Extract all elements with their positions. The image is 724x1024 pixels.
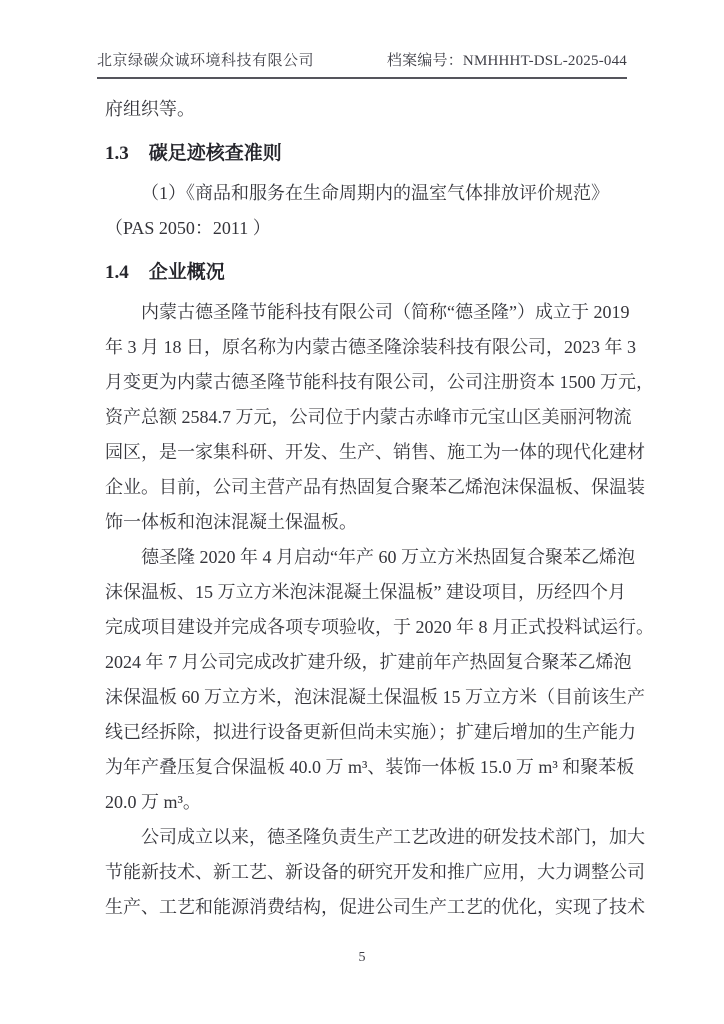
document-body (105, 92, 654, 925)
header-file-number (387, 49, 627, 70)
text-line: 企业。目前，公司主营产品有热固复合聚苯乙烯泡沫保温板、保温装 (105, 477, 645, 497)
text-line: 园区，是一家集科研、开发、生产、销售、施工为一体的现代化建材 (105, 442, 645, 462)
text-line: （1）《商品和服务在生命周期内的温室气体排放评价规范》 (141, 183, 609, 203)
text-line: 沫保温板、15 万立方米泡沫混凝土保温板” 建设项目，历经四个月 (105, 582, 626, 602)
page-number: 5 (358, 950, 366, 965)
text-line: 资产总额 2584.7 万元，公司位于内蒙古赤峰市元宝山区美丽河物流 (105, 407, 632, 427)
text-line: 2024 年 7 月公司完成改扩建升级，扩建前年产热固复合聚苯乙烯泡 (105, 652, 632, 672)
section-number: 1.4 (105, 262, 129, 283)
text-line: 公司成立以来，德圣隆负责生产工艺改进的研发技术部门，加大 (141, 827, 645, 847)
text-line: 月变更为内蒙古德圣隆节能科技有限公司，公司注册资本 1500 万元， (105, 372, 654, 392)
criteria-item-paragraph (105, 176, 630, 246)
header-company-name: 北京绿碳众诚环境科技有限公司 (97, 53, 315, 69)
text-line: 饰一体板和泡沫混凝土保温板。 (105, 512, 357, 532)
company-profile-paragraph (105, 295, 654, 540)
text-line: 年 3 月 18 日，原名称为内蒙古德圣隆涂装科技有限公司，2023 年 3 (105, 337, 636, 357)
file-number-label: 档案编号： (386, 53, 463, 69)
text-line: 沫保温板 60 万立方米，泡沫混凝土保温板 15 万立方米（目前该生产 (105, 687, 645, 707)
rd-paragraph (105, 820, 645, 925)
text-line: 线已经拆除，拟进行设备更新但尚未实施）；扩建后增加的生产能力 (105, 722, 636, 742)
section-title: 企业概况 (148, 262, 225, 283)
page-footer (0, 950, 724, 966)
text-line: （PAS 2050：2011 ） (105, 218, 271, 238)
text-line: 为年产叠压复合保温板 40.0 万 m³、装饰一体板 15.0 万 m³ 和聚苯板 (105, 757, 635, 777)
text-line: 20.0 万 m³。 (105, 792, 201, 812)
text-line: 生产、工艺和能源消费结构，促进公司生产工艺的优化，实现了技术 (105, 897, 645, 917)
text-line: 内蒙古德圣隆节能科技有限公司（简称“德圣隆”）成立于 2019 (141, 302, 630, 322)
section-number: 1.3 (105, 143, 129, 164)
text-line: 府组织等。 (105, 99, 195, 119)
file-number-value: NMHHHT-DSL-2025-044 (462, 53, 627, 69)
section-title: 碳足迹核查准则 (148, 143, 282, 164)
page-header (97, 0, 627, 79)
section-heading-1-3 (105, 136, 630, 171)
text-line: 节能新技术、新工艺、新设备的研究开发和推广应用，大力调整公司 (105, 862, 645, 882)
project-history-paragraph (105, 540, 654, 820)
text-line: 完成项目建设并完成各项专项验收，于 2020 年 8 月正式投料试运行。 (105, 617, 654, 637)
section-heading-1-4 (105, 255, 630, 290)
text-line: 德圣隆 2020 年 4 月启动“年产 60 万立方米热固复合聚苯乙烯泡 (141, 547, 635, 567)
carryover-paragraph (105, 92, 630, 127)
